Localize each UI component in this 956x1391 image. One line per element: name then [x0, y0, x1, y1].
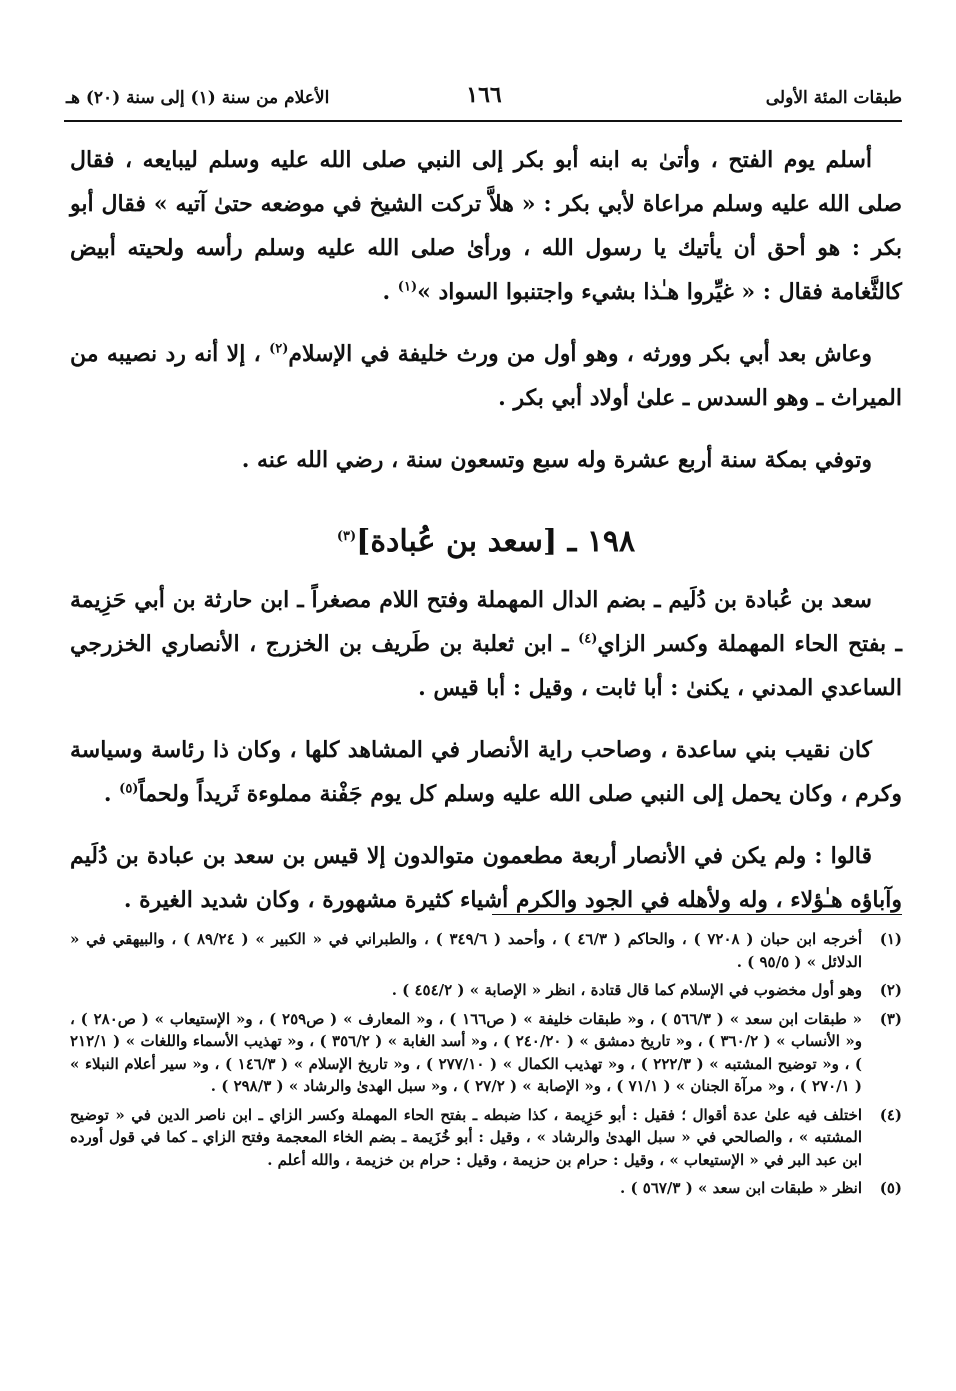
footnote-text: أخرجه ابن حبان ( ٧٢٠٨ ) ، والحاكم ( ٤٦/٣ ) ، وأحمد ( ٣٤٩/٦ ) ، والطبراني في « الكبير » ( ٨٩/٢٤ ) ، والبيهقي في « الدلائل » ( ٩٥/٥ ) .: [70, 930, 862, 971]
footnote-text: انظر « طبقات ابن سعد » ( ٥٦٧/٣ ) .: [620, 1179, 862, 1197]
footnote: [70, 1104, 902, 1172]
footnote-rule: [492, 914, 902, 915]
footnote-number: (٣): [879, 1009, 902, 1028]
footnote-number: (٤): [879, 1105, 902, 1124]
running-header: [66, 84, 902, 118]
footnote-text: « طبقات ابن سعد » ( ٥٦٦/٣ ) ، و« طبقات خليفة » ( ص١٦٦ ) ، و« المعارف » ( ص٢٥٩ ) ، و« الإستيعاب » ( ص٢٨٠ ) ، و« الأنساب » ( ٣٦٠/٢ ) ، و« تاريخ دمشق » ( ٢٤٠/٢٠ ) ، و« أسد الغابة » ( ٣٥٦/٢ ) ، و« تهذيب الأسماء واللغات » ( ٢١٢/١ ) ، و« توضيح المشتبه » ( ٢٢٢/٣ ) ، و« تهذيب الكمال » ( ٢٧٧/١٠ ) ، و« تاريخ الإسلام » ( ١٤٦/٣ ) ، و« سير أعلام النبلاء » ( ٢٧٠/١ ) ، و« مرآة الجنان » ( ٧١/١ ) ، و« الإصابة » ( ٢٧/٢ ) ، و« سبل الهدىٰ والرشاد » ( ٢٩٨/٣ ) .: [70, 1009, 863, 1095]
paragraph: وتوفي بمكة سنة أربع عشرة وله سبع وتسعون سنة ، رضي الله عنه .: [241, 447, 872, 473]
footnote: [70, 979, 902, 1002]
footnote-ref: (٤): [578, 631, 598, 647]
footnote-ref: (٣): [336, 529, 357, 544]
footnote: [70, 928, 902, 973]
footnote-number: (١): [879, 930, 902, 948]
footnote-ref: (١): [397, 279, 418, 295]
footnote-text: وهو أول مخضوب في الإسلام كما قال قتادة ، انظر « الإصابة » ( ٤٥٤/٢ ) .: [391, 981, 862, 999]
header-book-title: طبقات المئة الأولى: [765, 88, 902, 108]
main-text: [70, 138, 902, 940]
paragraph: سعد بن عُبادة بن دُلَيم ـ بضم الدال المهملة وفتح اللام مصغراً ـ ابن حارثة بن أبي حَزِيمة ـ بفتح الحاء المهملة وكسر الزاي$^{(٤)}$ ـ ابن ثعلبة بن طَريف بن الخزرج ، الأنصاري الخزرجي الساعدي المدني ، يكنىٰ : أبا ثابت ، وقيل : أبا قيس .: [70, 587, 902, 701]
footnotes: [70, 928, 902, 1206]
section-title: ١٩٨ ـ [سعد بن عُبادة]$^{(٣)}$: [336, 524, 636, 559]
footnote: [70, 1177, 902, 1200]
paragraph: كان نقيب بني ساعدة ، وصاحب راية الأنصار في المشاهد كلها ، وكان ذا رئاسة وسياسة وكرم ، وكان يحمل إلى النبي صلى الله عليه وسلم كل يوم جَفْنة مملوءة ثَريداً ولحماً$^{(٥)}$ .: [70, 737, 902, 807]
header-volume-range: الأعلام من سنة (١) إلى سنة (٢٠) هـ: [66, 88, 330, 108]
footnote: [70, 1008, 902, 1098]
paragraph: أسلم يوم الفتح ، وأتىٰ به ابنه أبو بكر إلى النبي صلى الله عليه وسلم ليبايعه ، فقال صلى الله عليه وسلم مراعاة لأبي بكر : « هلاَّ تركت الشيخ في موضعه حتىٰ آتيه » فقال أبو بكر : هو أحق أن يأتيك يا رسول الله ، ورأىٰ صلى الله عليه وسلم رأسه ولحيته أبيض كالثَّغامة فقال : « غيِّروا هـٰذا بشيء واجتنبوا السواد »$^{(١)}$ .: [70, 147, 902, 305]
footnote-ref: (٢): [269, 341, 289, 357]
paragraph: وعاش بعد أبي بكر وورثه ، وهو أول من ورث خليفة في الإسلام$^{(٢)}$ ، إلا أنه رد نصيبه من الميراث ـ وهو السدس ـ علىٰ أولاد أبي بكر .: [70, 341, 902, 411]
header-rule: [64, 120, 902, 122]
paragraph: قالوا : ولم يكن في الأنصار أربعة مطعمون متوالدون إلا قيس بن سعد بن عبادة بن دُلَيم وآباؤه هـٰؤلاء ، وله ولأهله في الجود والكرم أشياء كثيرة مشهورة ، وكان شديد الغيرة .: [70, 843, 902, 913]
footnote-number: (٥): [879, 1179, 902, 1197]
footnote-text: اختلف فيه علىٰ عدة أقوال ؛ فقيل : أبو حَزِيمة ، كذا ضبطه ـ بفتح الحاء المهملة وكسر الزاي ـ ابن ناصر الدين في « توضيح المشتبه » ، والصالحي في « سبل الهدىٰ والرشاد » ، وقيل : أبو خُزَيمة ـ بضم الخاء المعجمة وفتح الزاي ـ كما في قول أورده ابن عبد البر في « الإستيعاب » ، وقيل : حرام بن حزيمة ، وقيل : حرام بن خزيمة ، والله أعلم .: [70, 1105, 862, 1169]
footnote-number: (٢): [879, 981, 902, 999]
footnote-ref: (٥): [119, 781, 139, 797]
page-number: ١٦٦: [466, 82, 502, 108]
